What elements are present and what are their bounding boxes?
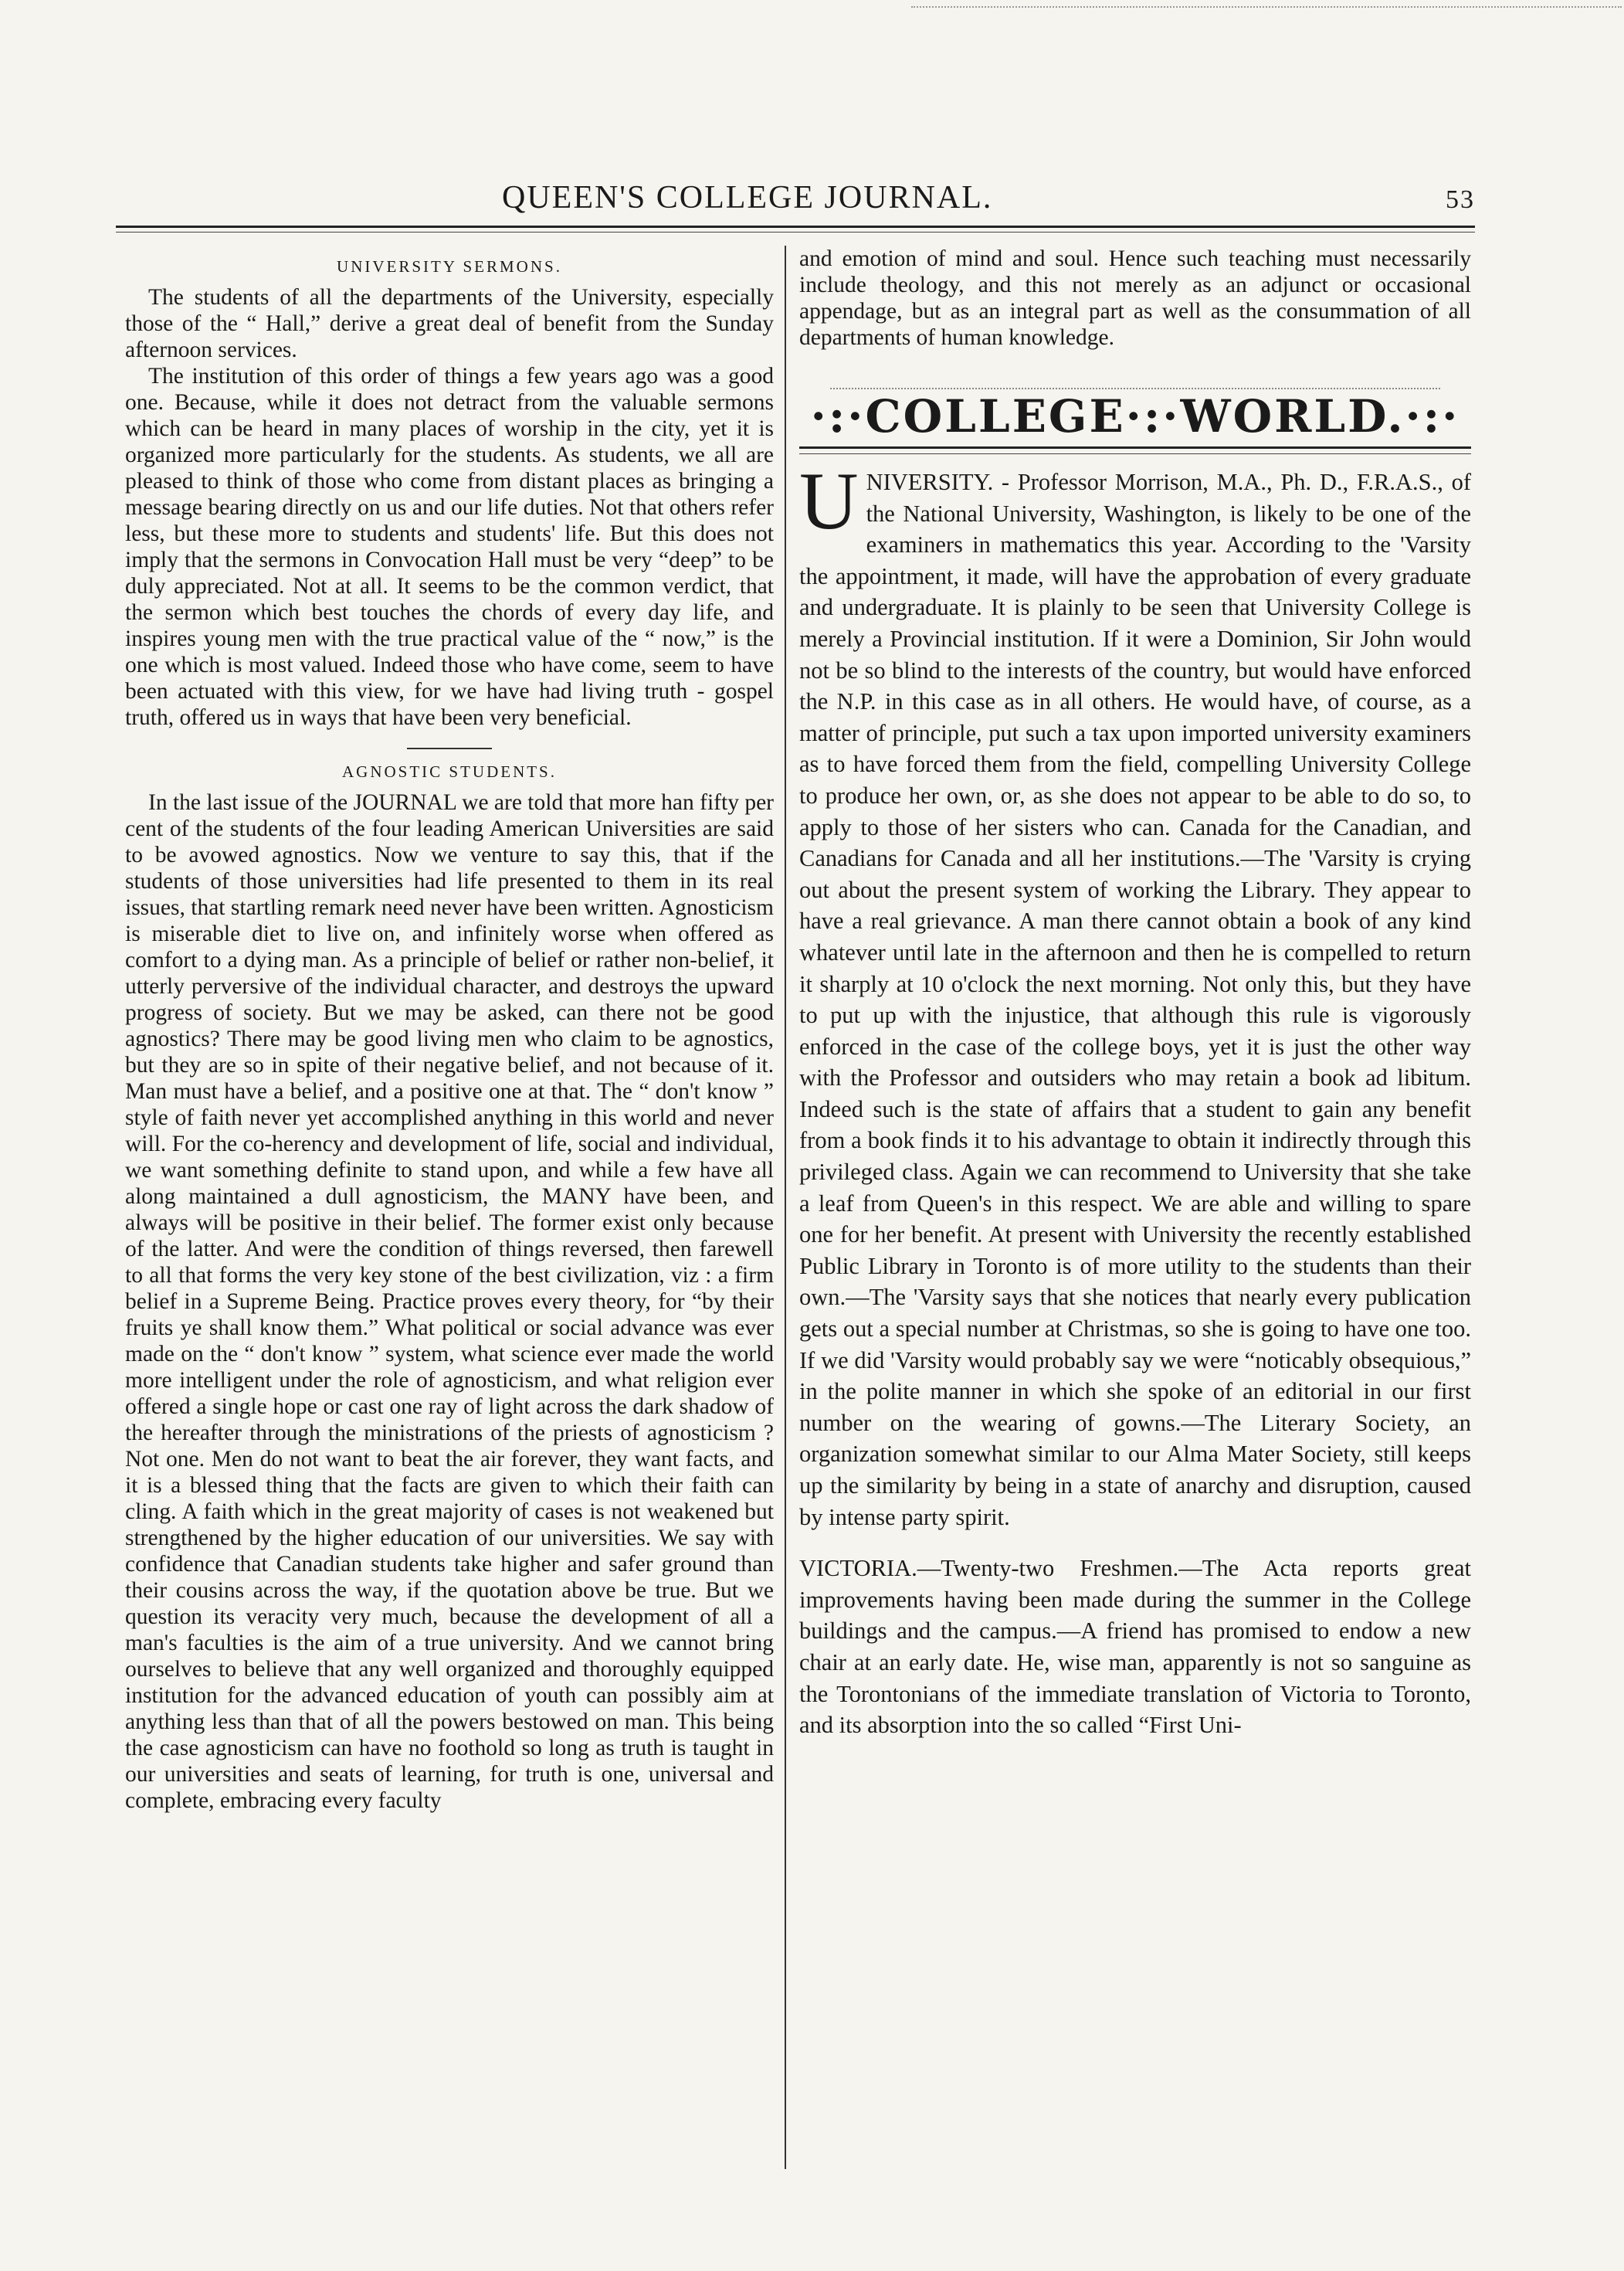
title-rule-thin — [799, 453, 1471, 454]
title-rule-thick — [799, 446, 1471, 449]
university-paragraph: NIVERSITY. - Professor Morrison, M.A., Ph. D., F.R.A.S., of the National University, Washington, is likely to be one of the examiners in mathematics this year. According to the 'Varsity the appointment, it made, will have the approbation of every graduate and undergraduate. It is plainly to be seen that University College is merely a Provincial institution. If it were a Dominion, Sir John would not be so blind to the interests of the country, but would have enforced the N.P. in this case as in all others. He would have, of course, as a matter of principle, put such a tax upon imported university examiners as to have forced them from the field, compelling University College to produce her own, or, as she does not appear to be able to do so, to apply to those of her sisters who can. Canada for the Canadian, and Canadians for Canada and all her institutions.—The 'Varsity is crying out about the present system of working the Library. They appear to have a real grievance. A man there cannot obtain a book of any kind whatever until late in the afternoon and then he is compelled to return it sharply at 10 o'clock the next morning. Not only this, but they have to put up with the injustice, that although this rule is vigorously enforced in the case of the college boys, yet it is just the other way with the Professor and outsiders who may retain a book ad libitum. Indeed such is the state of affairs that a student to gain any benefit from a book finds it to his advantage to obtain it indirectly through this privileged class. Again we can recommend to University that she take a leaf from Queen's in this respect. We are able and willing to spare one for her benefit. At present with University the recently established Public Library in Toronto is of more utility to the students than their own.—The 'Varsity says that she notices that nearly every publication gets out a special number at Christmas, so she is going to have one too. If we did 'Varsity would probably say we were “noticably obsequious,” in the polite manner in which she spoke of an editorial in our first number on the wearing of gowns.—The Literary Society, an organization somewhat similar to our Alma Mater Society, still keeps up the similarity by being in a state of anarchy and disruption, caused by intense party spirit. — [799, 469, 1471, 1530]
sermons-paragraph-1: The students of all the departments of the University, especially those of the “ Hall,” derive a great deal of benefit from the Sunday afternoon services. — [125, 285, 774, 362]
header-rule-thin — [116, 232, 1475, 233]
right-column — [799, 246, 1471, 1741]
victoria-paragraph: VICTORIA.—Twenty-two Freshmen.—The Acta reports great improvements having been made during the summer in the College buildings and the campus.—A friend has promised to endow a new chair at an early date. He, wise man, apparently is not so sanguine as the Torontonians of the immediate translation of Victoria to Toronto, and its absorption into the so called “First Uni- — [799, 1555, 1471, 1739]
college-world-body — [799, 456, 1471, 1741]
dotted-divider — [830, 388, 1440, 389]
left-column — [125, 246, 774, 1814]
drop-cap: U — [799, 456, 859, 546]
sermons-paragraph-2: The institution of this order of things a few years ago was a good one. Because, while it does not detract from the valuable sermons which can be heard in many places of worship in the city, yet it is organized more particularly for the students. As students, we all are pleased to think of those who come from distant places as bringing a message bearing directly on us and our life duties. Not that others refer less, but these more to students and students' life. But this does not imply that the sermons in Convocation Hall must be very “deep” to be duly appreciated. Not at all. It seems to be the common verdict, that the sermon which best touches the chords of every day life, and inspires young men with the true practical value of the “ now,” is the one which is most valued. Indeed those who have come, seem to have been actuated with this view, for we have had living truth - gospel truth, offered us in ways that have been very beneficial. — [125, 364, 774, 730]
agnostic-heading: AGNOSTIC STUDENTS. — [341, 762, 557, 781]
header-rule-thick — [116, 226, 1475, 228]
column-divider — [785, 246, 786, 2169]
agnostic-paragraph: In the last issue of the JOURNAL we are told that more han fifty per cent of the students of the four leading American Universities are said to be avowed agnostics. Now we venture to say this, that if the students of those universities had life presented to them in its real issues, that startling remark need never have been written. Agnosticism is miserable diet to live on, and infinitely worse when offered as comfort to a dying man. As a principle of belief or rather non-belief, it utterly perversive of the individual character, and destroys the upward progress of society. But we may be asked, can there not be good agnostics? There may be good living men who claim to be agnostics, but they are so in spite of their negative belief, and not because of it. Man must have a belief, and a positive one at that. The “ don't know ” style of faith never yet accomplished anything in this world and never will. For the co-herency and development of life, social and individual, we want something definite to stand upon, and while a few have all along maintained a dull agnosticism, the MANY have been, and always will be positive in their belief. The former exist only because of the latter. And were the condition of things reversed, then farewell to all that forms the very key stone of the best civilization, viz : a firm belief in a Supreme Being. Practice proves every theory, for “by their fruits ye shall know them.” What political or social advance was ever made on the “ don't know ” system, what science ever made the world more intelligent under the role of agnosticism, and what religion ever offered a single hope or cast one ray of light across the dark shadow of the hereafter through the ministrations of the priests of agnosticism ? Not one. Men do not want to beat the air forever, they want facts, and it is a blessed thing that the facts are given to which their faith can cling. A faith which in the great majority of cases is not weakened but strengthened by the higher education of our universities. We say with confidence that Canadian students take higher and safer ground than their cousins across the way, if the quotation above be true. But we question its veracity very much, because the development of all a man's faculties is the aim of a true university. And we cannot bring ourselves to believe that any well organized and thoroughly equipped institution for the advanced education of youth can possibly aim at anything less than that of all the powers bestowed on man. This being the case agnosticism can have no foothold so long as truth is taught in our universities and seats of learning, for truth is one, universal and complete, embracing every faculty — [125, 790, 774, 1813]
sermons-heading: UNIVERSITY SERMONS. — [337, 257, 562, 276]
section-divider — [407, 748, 492, 749]
college-world-title: ·:·COLLEGE·:·WORLD.·:· — [810, 390, 1460, 443]
page-number: 53 — [1446, 185, 1475, 214]
continuation-paragraph: and emotion of mind and soul. Hence such teaching must necessarily include theology, and this not merely as an adjunct or occasional appendage, but as an integral part as well as the consummation of all departments of human knowledge. — [799, 246, 1471, 350]
journal-title: QUEEN'S COLLEGE JOURNAL. — [502, 180, 993, 216]
top-edge-rule — [911, 6, 1622, 8]
